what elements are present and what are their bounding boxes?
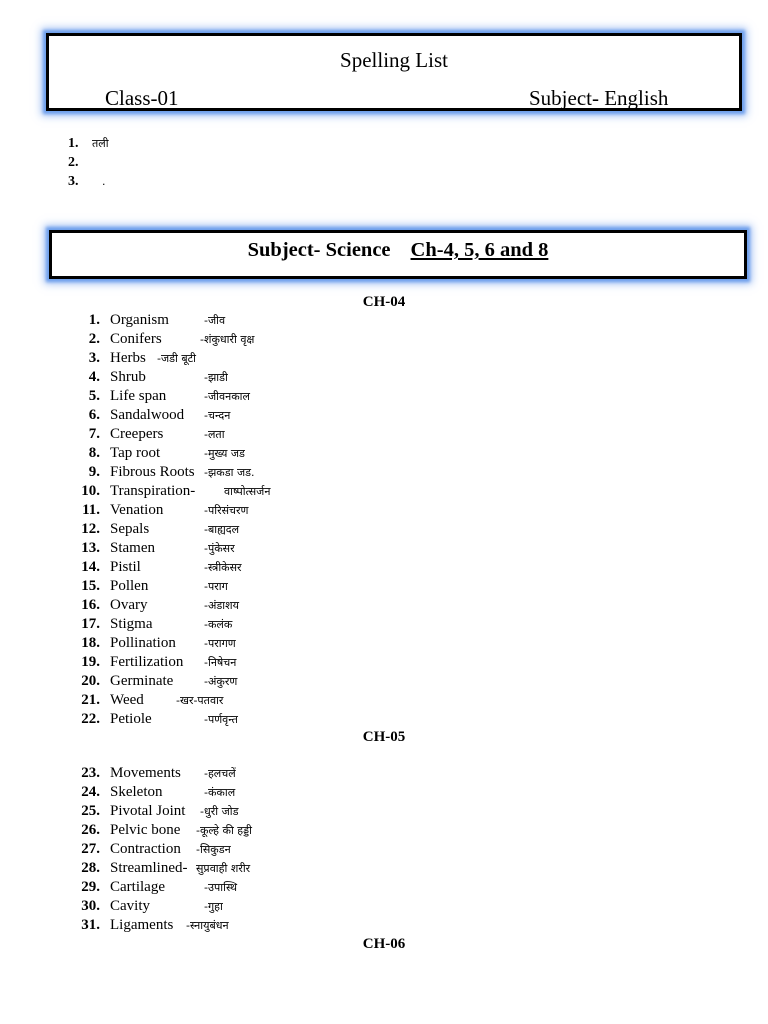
english-word: Stigma [110,616,153,632]
hindi-meaning: -झाडी [204,371,228,384]
english-word: Sepals [110,521,150,537]
hindi-meaning: -स्त्रीकेसर [204,561,242,574]
item-number: 10. [81,483,100,499]
english-word: Fertilization [110,654,184,670]
item-number: 12. [81,521,100,537]
hindi-meaning: -जीवनकाल [204,390,250,403]
item-word: तली [92,137,109,150]
hindi-meaning: -परिसंचरण [204,504,249,517]
item-number: 2. [68,155,79,170]
hindi-meaning: -हलचलें [204,767,236,780]
item-number: 6. [88,407,100,423]
hindi-meaning: -निषेचन [204,656,237,669]
subject-english-label: Subject- English [529,86,669,110]
item-number: 23. [81,765,100,781]
english-word: Pollination [110,635,176,651]
item-number: 13. [81,540,100,556]
item-number: 1. [68,136,79,151]
science-chapters-label: Ch-4, 5, 6 and 8 [410,239,549,261]
hindi-meaning: -पुंकेसर [204,542,235,555]
item-number: 21. [81,692,100,708]
hindi-meaning: -बाह्यदल [204,523,240,536]
hindi-meaning: -धुरी जोड [200,805,239,818]
english-word: Sandalwood [110,407,185,423]
hindi-meaning: -उपास्थि [204,881,238,894]
chapter-heading-ch04: CH-04 [362,294,406,310]
hindi-meaning: -पर्णवृन्त [204,713,238,726]
hindi-meaning: वाष्पोत्सर्जन [224,485,271,498]
item-number: 31. [81,917,100,933]
item-number: 3. [68,174,79,189]
english-word: Cavity [110,898,150,914]
english-word: Pistil [110,559,141,575]
item-number: 11. [82,502,100,518]
english-word: Conifers [110,331,162,347]
item-number: 25. [81,803,100,819]
item-number: 3. [88,350,100,366]
hindi-meaning: -झकडा जड. [204,466,255,479]
item-number: 24. [81,784,100,800]
item-number: 14. [81,559,100,575]
english-word: Germinate [110,673,174,689]
hindi-meaning: -शंकुधारी वृक्ष [200,333,255,346]
hindi-meaning: -कंकाल [204,786,236,799]
hindi-meaning: -परागण [204,637,236,650]
english-word: Skeleton [110,784,163,800]
english-word: Organism [110,312,169,328]
english-word: Stamen [110,540,155,556]
item-number: 17. [81,616,100,632]
hindi-meaning: -जडी बूटी [157,352,197,365]
item-number: 22. [81,711,100,727]
english-word: Tap root [110,445,161,461]
english-word: Creepers [110,426,164,442]
english-word: Petiole [110,711,152,727]
hindi-meaning: -अंडाशय [204,599,239,612]
english-word: Life span [110,388,167,404]
hindi-meaning: -कूल्हे की हड्डी [196,824,252,837]
hindi-meaning: -पराग [204,580,228,593]
english-word: Cartilage [110,879,165,895]
item-number: 28. [81,860,100,876]
english-word: Venation [110,502,164,518]
english-word: Ovary [110,597,148,613]
item-number: 1. [88,312,100,328]
list-item [68,153,109,172]
science-subject-label: Subject- Science [247,239,391,261]
item-number: 8. [88,445,100,461]
science-header-box [49,230,747,279]
chapter-heading-ch05: CH-05 [362,729,406,745]
english-word: Contraction [110,841,181,857]
science-heading [52,239,744,262]
item-number: 15. [81,578,100,594]
item-number: 29. [81,879,100,895]
english-word: Pollen [110,578,149,594]
item-number: 26. [81,822,100,838]
hindi-meaning: -कलंक [204,618,233,631]
item-number: 2. [88,331,100,347]
english-word: Ligaments [110,917,174,933]
list-item [68,134,109,153]
item-number: 7. [88,426,100,442]
item-number: 18. [81,635,100,651]
hindi-meaning: -लता [204,428,225,441]
hindi-meaning: -चन्दन [204,409,231,422]
hindi-meaning: -स्नायुबंधन [186,919,229,932]
english-word: Weed [110,692,144,708]
item-number: 9. [88,464,100,480]
item-word: . [102,175,106,188]
item-number: 20. [81,673,100,689]
item-number: 30. [81,898,100,914]
hindi-meaning: -जीव [204,314,226,327]
hindi-meaning: -अंकुरण [204,675,238,688]
item-number: 27. [81,841,100,857]
item-number: 19. [81,654,100,670]
list-item [68,172,109,191]
hindi-meaning: सुप्रवाही शरीर [196,862,251,875]
english-word: Herbs [110,350,146,366]
english-word: Shrub [110,369,146,385]
class-label: Class-01 [105,86,179,110]
english-word: Transpiration- [110,483,196,499]
english-spelling-list [68,134,109,191]
english-word: Streamlined- [110,860,188,876]
english-word: Pelvic bone [110,822,181,838]
item-number: 5. [88,388,100,404]
hindi-meaning: -सिकुडन [196,843,231,856]
item-number: 4. [88,369,100,385]
header-box [46,33,742,111]
english-word: Movements [110,765,181,781]
english-word: Fibrous Roots [110,464,195,480]
chapter-heading-ch06: CH-06 [362,936,406,952]
page-title: Spelling List [340,48,448,72]
hindi-meaning: -गुहा [204,900,223,913]
item-number: 16. [81,597,100,613]
english-word: Pivotal Joint [110,803,186,819]
hindi-meaning: -खर-पतवार [176,694,224,707]
hindi-meaning: -मुख्य जड [204,447,245,460]
